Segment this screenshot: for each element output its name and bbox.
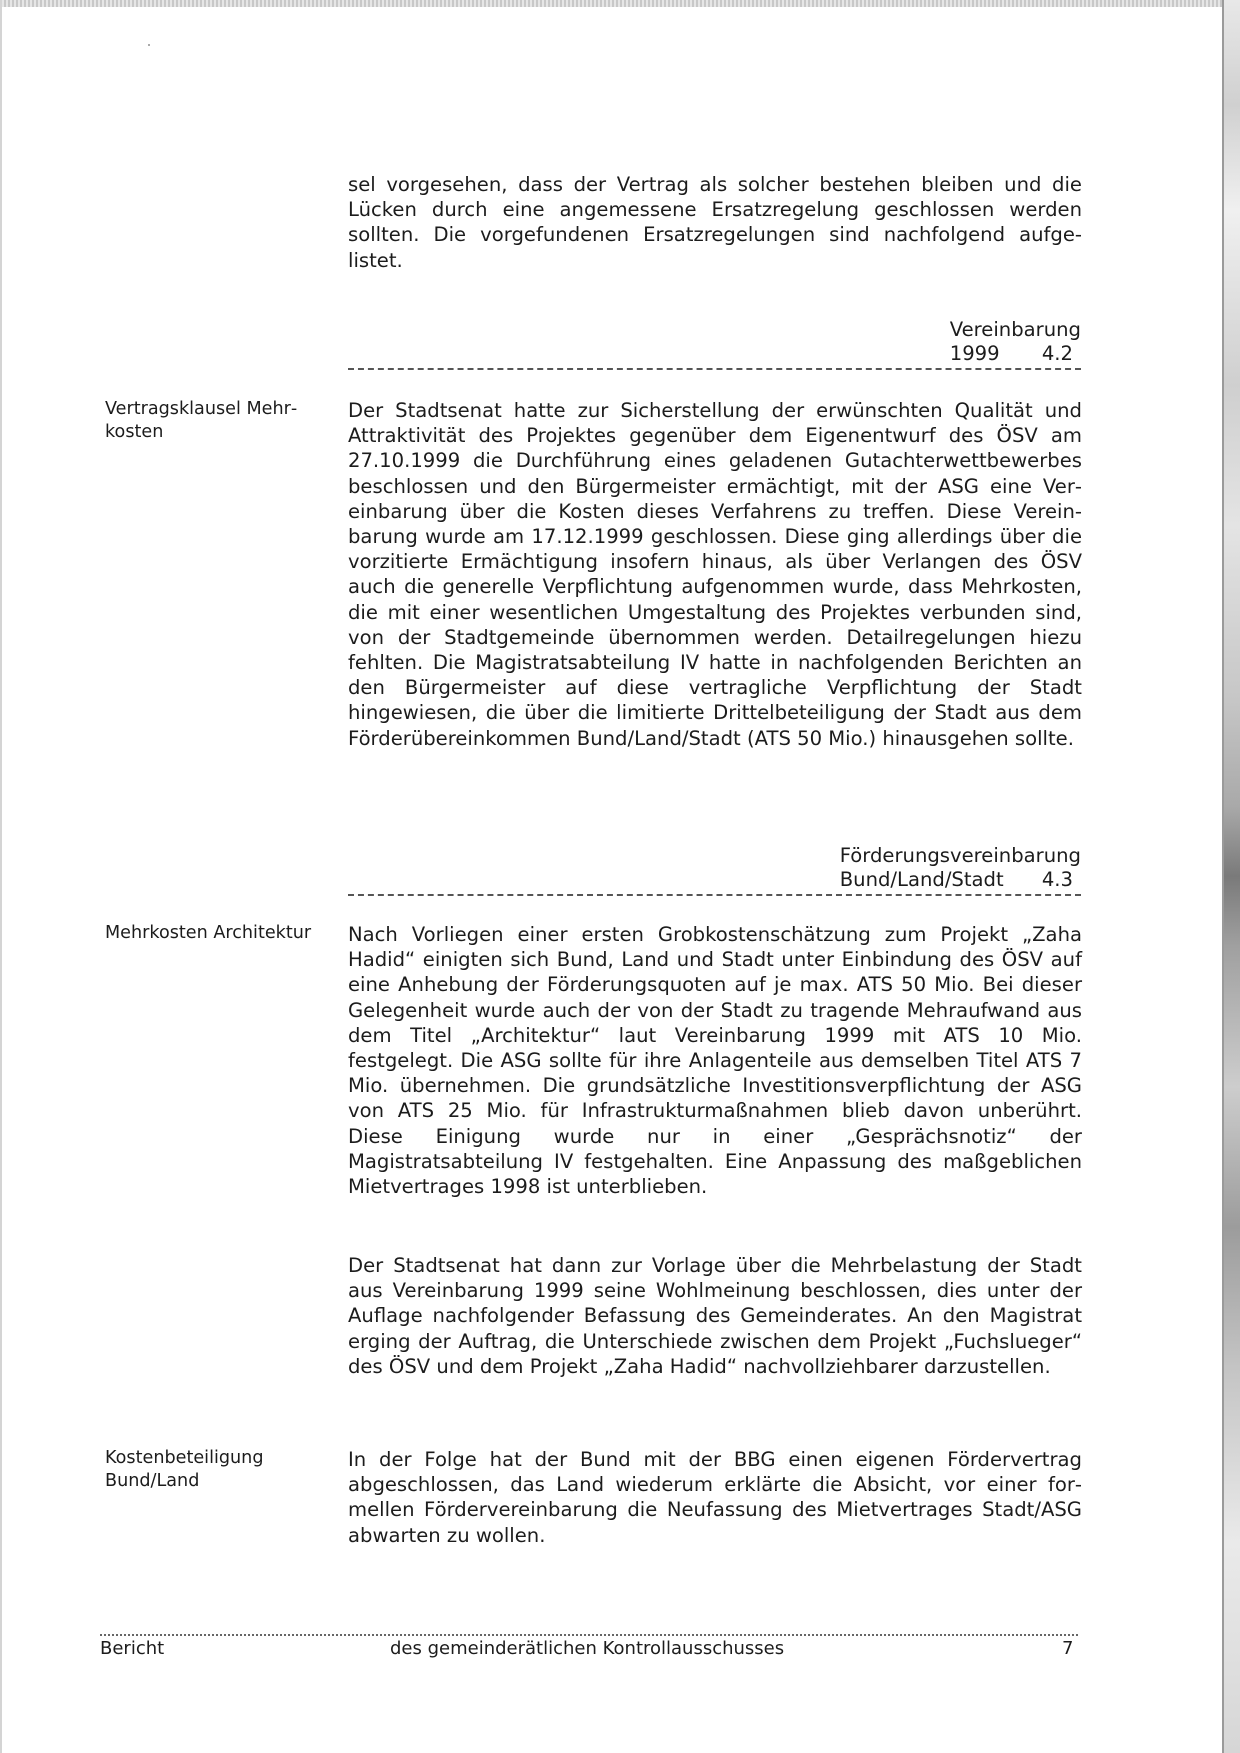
stadtsenat-paragraph: Der Stadtsenat hat dann zur Vorlage über die Mehrbelastung der Stadt aus Vereinbarung 1999 seine Wohlmeinung beschlossen, dies unter der Auflage nachfolgender Befassung des Gemeinderates. An den Magistrat erging der Auftrag, die Unterschiede zwischen dem Projekt „Fuchslueger“ des ÖSV und dem Projekt „Zaha Hadid“ nachvollziehbarer darzustellen. [348,1254,1082,1378]
scan-edge-right [1222,0,1240,1753]
margin-note-architektur: Mehrkosten Architektur [105,923,312,943]
section-title: Vereinbarung 1999 [949,318,1081,365]
footer-rule [100,1634,1078,1636]
section-number: 4.3 [1041,868,1073,891]
intro-paragraph: sel vorgesehen, dass der Vertrag als solcher bestehen bleiben und die Lücken durch eine angemessene Ersatzregelung geschlossen werden sollten. Die vorgefundenen Ersatzregelungen sind nachfolgend aufgelistet. [348,173,1082,272]
section-title: Förderungsvereinbarung Bund/Land/Stadt [839,844,1081,891]
section-heading-4-2 [348,318,1081,370]
section-heading-4-3 [348,844,1081,896]
scan-edge-left [0,0,2,1753]
architektur-paragraph: Nach Vorliegen einer ersten Grobkostenschätzung zum Projekt „Zaha Hadid“ einigten sich Bund, Land und Stadt unter Einbindung des ÖSV auf eine Anhebung der Förderungsquoten auf je max. ATS 50 Mio. Bei dieser Gelegenheit wurde auch der von der Stadt zu tragende Mehraufwand aus dem Titel „Architektur“ laut Vereinbarung 1999 mit ATS 10 Mio. festgelegt. Die ASG sollte für ihre Anlagenteile aus demselben Titel ATS 7 Mio. übernehmen. Die grundsätzliche Investitionsverpflichtung der ASG von ATS 25 Mio. für Infrastrukturmaßnahmen blieb davon unberührt. Diese Einigung wurde nur in einer „Gesprächsnotiz“ der Magistratsabteilung IV festgehalten. Eine Anpassung des maßgeblichen Mietvertrages 1998 ist unterblieben. [348,923,1082,1199]
section-number: 4.2 [1041,342,1073,365]
margin-note-mehrkosten: Vertragsklausel Mehrkosten [105,399,298,442]
page-number: 7 [1062,1638,1074,1659]
margin-note-kostenbeteiligung: Kostenbeteiligung Bund/Land [105,1448,264,1491]
footer-report-label: Bericht [100,1638,165,1659]
scan-speck [148,44,150,46]
vereinbarung-paragraph: Der Stadtsenat hatte zur Sicherstellung der erwünschten Qualität und Attraktivität des Projektes gegenüber dem Eigenentwurf des ÖSV am 27.10.1999 die Durchführung eines geladenen Gutachterwettbewerbes beschlossen und den Bürgermeister ermächtigt, mit der ASG eine Vereinbarung über die Kosten dieses Verfahrens zu treffen. Diese Vereinbarung wurde am 17.12.1999 geschlossen. Diese ging allerdings über die vorzitierte Ermächtigung insofern hinaus, als über Verlangen des ÖSV auch die generelle Verpflichtung aufgenommen wurde, dass Mehrkosten, die mit einer wesentlichen Umgestaltung des Projektes verbunden sind, von der Stadtgemeinde übernommen werden. Detailregelungen hiezu fehlten. Die Magistratsabteilung IV hatte in nachfolgenden Berichten an den Bürgermeister auf diese vertragliche Verpflichtung der Stadt hingewiesen, die über die limitierte Drittelbeteiligung der Stadt aus dem Förderübereinkommen Bund/Land/Stadt (ATS 50 Mio.) hinausgehen sollte. [348,399,1082,750]
scan-edge-top [0,0,1240,7]
kostenbeteiligung-paragraph: In der Folge hat der Bund mit der BBG einen eigenen Fördervertrag abgeschlossen, das Land wiederum erklärte die Absicht, vor einer formellen Fördervereinbarung die Neufassung des Mietvertrages Stadt/ASG abwarten zu wollen. [348,1448,1082,1547]
footer-committee-label: des gemeinderätlichen Kontrollausschusses [390,1638,785,1659]
